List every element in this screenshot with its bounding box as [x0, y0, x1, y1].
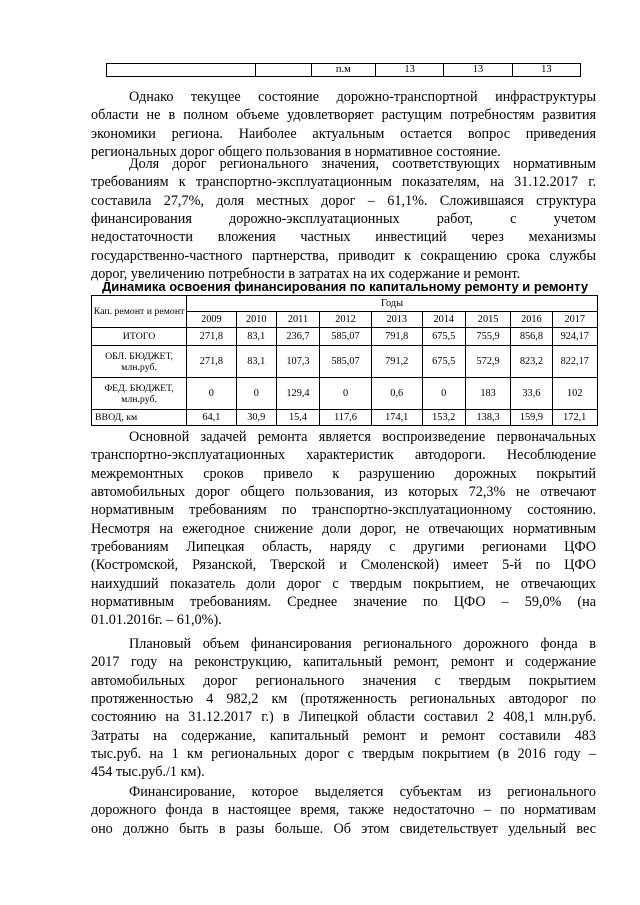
table-cell: 822,17	[552, 346, 598, 378]
top-table-fragment	[106, 63, 581, 77]
text-line: межремонтных сроков привело к разрушению дорожных покрытий	[91, 465, 596, 482]
text-line: 2017 году на реконструкцию, капитальный ремонт, ремонт и содержание	[91, 654, 596, 671]
table-cell: 823,2	[511, 346, 552, 378]
table-row	[92, 346, 598, 378]
row-label: ОБЛ. БЮДЖЕТ, млн.руб.	[92, 346, 187, 378]
table-cell: 0	[187, 378, 237, 410]
table-cell: 236,7	[276, 328, 319, 346]
text-line: финансирования дорожно-эксплуатационных работ, с учетом	[91, 211, 596, 228]
table-cell: 924,17	[552, 328, 598, 346]
table-cell: п.м	[311, 64, 375, 77]
text-line: (Костромской, Рязанской, Тверской и Смоленской) имеет 5-й по ЦФО	[91, 557, 596, 574]
table-cell: 83,1	[236, 346, 276, 378]
table-cell: 33,6	[511, 378, 552, 410]
row-label: ФЕД. БЮДЖЕТ, млн.руб.	[92, 378, 187, 410]
table-row	[92, 328, 598, 346]
text-line: экономики региона. Наиболее актуальным остается вопрос приведения	[91, 125, 596, 142]
year-header: 2012	[320, 312, 372, 328]
paragraph-2	[91, 155, 596, 283]
paragraph-4	[91, 635, 596, 782]
table-cell: 585,07	[320, 346, 372, 378]
text-line: региональных дорог общего пользования в нормативное состояние.	[91, 144, 501, 161]
table-cell: 791,2	[371, 346, 422, 378]
table-cell: 585,07	[320, 328, 372, 346]
table-cell: 0	[320, 378, 372, 410]
table-cell: 755,9	[465, 328, 510, 346]
table-cell: 13	[376, 64, 444, 77]
table-cell: 172,1	[552, 410, 598, 426]
table-cell: 117,6	[320, 410, 372, 426]
table-cell: 0,6	[371, 378, 422, 410]
text-line: автомобильных дорог регионального значения с твердым покрытием	[91, 672, 596, 689]
table-cell: 129,4	[276, 378, 319, 410]
text-line: Затраты на содержание, капитальный ремонт и ремонт составили 483	[91, 727, 596, 744]
table-cell: 83,1	[236, 328, 276, 346]
table-cell: 271,8	[187, 346, 237, 378]
table-cell	[256, 64, 311, 77]
table-cell: 0	[236, 378, 276, 410]
table-cell: 856,8	[511, 328, 552, 346]
years-group-header: Годы	[187, 296, 598, 312]
row-label: ВВОД, км	[92, 410, 187, 426]
year-header: 2015	[465, 312, 510, 328]
table-row	[107, 64, 581, 77]
table-cell: 13	[512, 64, 580, 77]
text-line: транспортно-эксплуатационных характеристик автодороги. Несоблюдение	[91, 447, 596, 464]
table-cell: 15,4	[276, 410, 319, 426]
text-line: Однако текущее состояние дорожно-транспортной инфраструктуры	[129, 89, 596, 105]
table-cell: 675,5	[422, 346, 465, 378]
table-cell: 138,3	[465, 410, 510, 426]
year-header: 2016	[511, 312, 552, 328]
table-cell: 0	[422, 378, 465, 410]
text-line: Основной задачей ремонта является воспроизведение первоначальных	[129, 429, 596, 445]
text-line: наихудший показатель доли дорог с твердым покрытием, не отвечающих	[91, 575, 596, 592]
text-line: области не в полном объеме удовлетворяет растущим потребностям развития	[91, 107, 596, 124]
table-row	[92, 378, 598, 410]
text-line: протяженностью 4 982,2 км (протяженность региональных автодорог по	[91, 691, 596, 708]
text-line: государственно-частного партнерства, приводит к сокращению срока службы	[91, 247, 596, 264]
text-line: нормативным требованиям по транспортно-эксплуатационному состоянию.	[91, 502, 596, 519]
corner-header: Кап. ремонт и ремонт	[92, 296, 187, 328]
text-line: 454 тыс.руб./1 км).	[91, 764, 205, 781]
table-cell	[107, 64, 256, 77]
text-line: Плановый объем финансирования регионального дорожного фонда в	[129, 636, 596, 652]
text-line: нормативным требованиям. Среднее значение по ЦФО – 59,0% (на	[91, 594, 596, 611]
text-line: Доля дорог регионального значения, соответствующих нормативным	[129, 156, 596, 172]
text-line: дорог, увеличению потребности в затратах на их содержание и ремонт.	[91, 266, 521, 283]
year-header: 2010	[236, 312, 276, 328]
table-header-row	[92, 296, 598, 312]
table-cell: 159,9	[511, 410, 552, 426]
text-line: Финансирование, которое выделяется субъектам из регионального	[129, 784, 596, 800]
paragraph-3	[91, 428, 596, 630]
financing-table	[91, 295, 598, 426]
table-cell: 675,5	[422, 328, 465, 346]
text-line: автомобильных дорог общего пользования, из которых 72,3% не отвечают	[91, 484, 596, 501]
text-line: Несмотря на ежегодное снижение доли дорог, не отвечающих нормативным	[91, 520, 596, 537]
year-header: 2009	[187, 312, 237, 328]
table-cell: 64,1	[187, 410, 237, 426]
paragraph-1	[91, 88, 596, 161]
table-row	[92, 410, 598, 426]
text-line: составила 27,7%, доля местных дорог – 61,1%. Сложившаяся структура	[91, 192, 596, 209]
table-cell: 174,1	[371, 410, 422, 426]
text-line: требованиям к транспортно-эксплуатационным показателям, на 31.12.2017 г.	[91, 174, 596, 191]
table-cell: 13	[444, 64, 512, 77]
year-header: 2014	[422, 312, 465, 328]
text-line: тыс.руб. на 1 км региональных дорог с твердым покрытием (в 2016 году –	[91, 746, 596, 763]
table-cell: 30,9	[236, 410, 276, 426]
year-header: 2013	[371, 312, 422, 328]
row-label: ИТОГО	[92, 328, 187, 346]
table-cell: 271,8	[187, 328, 237, 346]
paragraph-5	[91, 783, 596, 838]
table-cell: 153,2	[422, 410, 465, 426]
text-line: недостаточности вложения частных инвестиций через механизмы	[91, 229, 596, 246]
table-cell: 107,3	[276, 346, 319, 378]
table-title: Динамика освоения финансирования по капитальному ремонту и ремонту	[101, 279, 589, 294]
text-line: 01.01.2016г. – 61,0%).	[91, 612, 222, 629]
year-header: 2011	[276, 312, 319, 328]
text-line: оно должно быть в разы больше. Об этом свидетельствует удельный вес	[91, 820, 596, 837]
table-cell: 791,8	[371, 328, 422, 346]
text-line: требованиям Липецкая область, наряду с другими регионами ЦФО	[91, 539, 596, 556]
table-cell: 572,9	[465, 346, 510, 378]
text-line: состоянию на 31.12.2017 г.) в Липецкой области составил 2 408,1 млн.руб.	[91, 709, 596, 726]
table-cell: 183	[465, 378, 510, 410]
text-line: дорожного фонда в настоящее время, также недостаточно – по нормативам	[91, 802, 596, 819]
table-cell: 102	[552, 378, 598, 410]
year-header: 2017	[552, 312, 598, 328]
